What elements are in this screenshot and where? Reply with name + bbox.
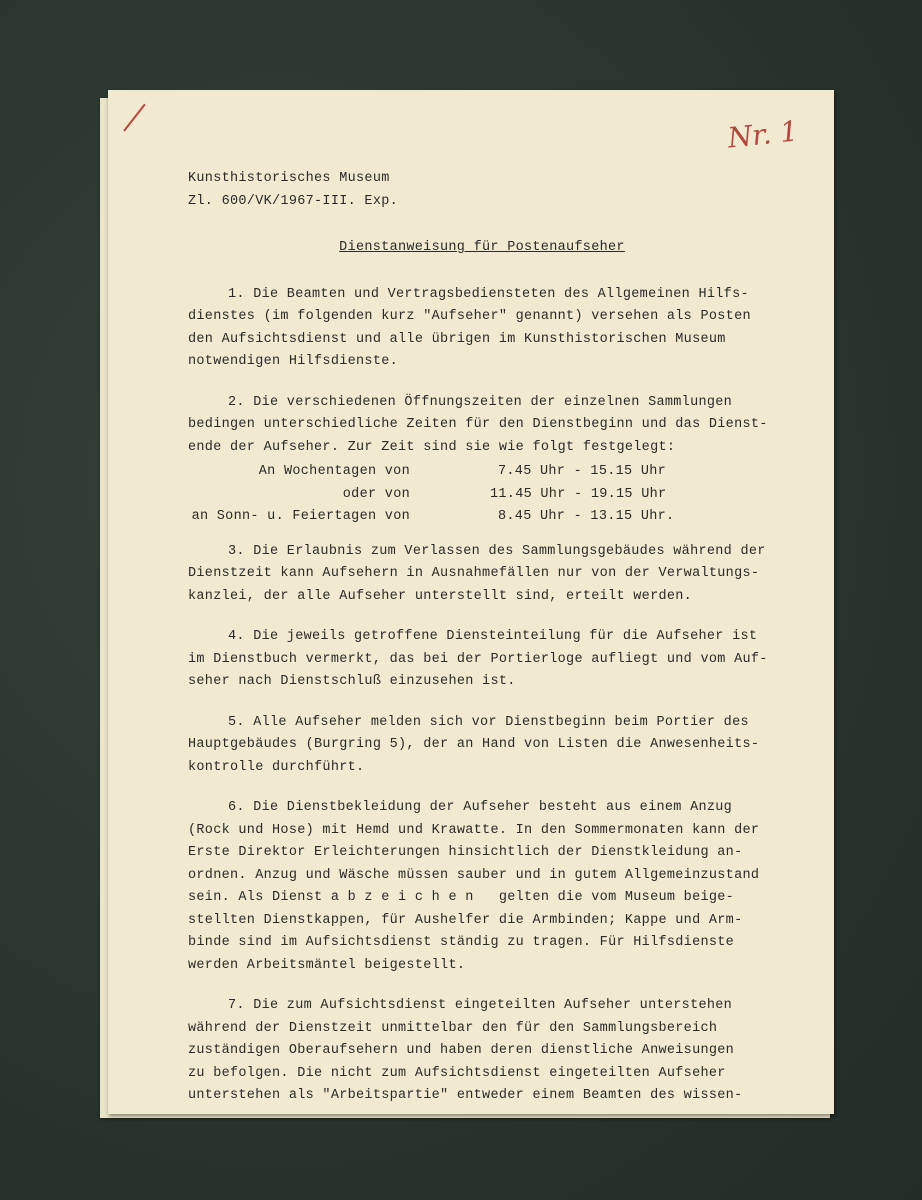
- document-body: [188, 168, 768, 1108]
- paragraph-4: [188, 626, 768, 694]
- paragraph-line: stellten Dienstkappen, für Aushelfer die Armbinden; Kappe und Arm-: [188, 912, 743, 928]
- paragraph-line: bedingen unterschiedliche Zeiten für den Dienstbeginn und das Dienst-: [188, 417, 768, 432]
- paragraph-line: unterstehen als "Arbeitspartie" entweder einem Beamten des wissen-: [188, 1088, 743, 1103]
- schedule-table: [188, 461, 748, 529]
- paragraph-line: Hauptgebäudes (Burgring 5), der an Hand von Listen die Anwesenheits-: [188, 737, 760, 752]
- paragraph-line: Dienstzeit kann Aufsehern in Ausnahmefällen nur von der Verwaltungs-: [188, 566, 760, 581]
- paragraph-line: ordnen. Anzug und Wäsche müssen sauber und in gutem Allgemeinzustand: [188, 867, 760, 883]
- schedule-label: An Wochentagen von: [258, 464, 410, 479]
- paragraph-3: [188, 541, 766, 609]
- paragraph-line: Erste Direktor Erleichterungen hinsichtlich der Dienstkleidung an-: [188, 845, 743, 860]
- paragraph-2: [188, 392, 768, 460]
- schedule-time: 11.45 Uhr - 19.15 Uhr: [490, 486, 667, 502]
- paragraph-line: den Aufsichtsdienst und alle übrigen im Kunsthistorischen Museum: [188, 331, 726, 347]
- reference-number: Zl. 600/VK/1967-III. Exp.: [188, 193, 399, 209]
- paragraph-line: kanzlei, der alle Aufseher unterstellt sind, erteilt werden.: [188, 588, 693, 604]
- institution-name: Kunsthistorisches Museum: [188, 171, 390, 186]
- paragraph-line: notwendigen Hilfsdienste.: [188, 354, 399, 369]
- paragraph-line: 4. Die jeweils getroffene Diensteinteilung für die Aufseher ist: [228, 629, 758, 644]
- paragraph-line: während der Dienstzeit unmittelbar den für den Sammlungsbereich: [188, 1020, 718, 1036]
- paragraph-5: [188, 712, 760, 780]
- paragraph-line: 7. Die zum Aufsichtsdienst eingeteilten Aufseher unterstehen: [228, 998, 733, 1013]
- paragraph-line: werden Arbeitsmäntel beigestellt.: [188, 957, 466, 973]
- paragraph-line: zuständigen Oberaufsehern und haben deren dienstliche Anweisungen: [188, 1043, 735, 1058]
- schedule-label: an Sonn- u. Feiertagen von: [191, 509, 410, 524]
- paragraph-line: dienstes (im folgenden kurz "Aufseher" genannt) versehen als Posten: [188, 309, 751, 324]
- paragraph-1: [188, 284, 751, 374]
- paragraph-line: (Rock und Hose) mit Hemd und Krawatte. In den Sommermonaten kann der: [188, 822, 760, 838]
- schedule-row: [188, 484, 748, 507]
- paragraph-line: sein. Als Dienst a b z e i c h e n gelten die vom Museum beige-: [188, 890, 735, 905]
- paragraph-line: im Dienstbuch vermerkt, das bei der Portierloge aufliegt und vom Auf-: [188, 651, 768, 667]
- schedule-label: oder von: [342, 486, 410, 502]
- paragraph-line: ende der Aufseher. Zur Zeit sind sie wie folgt festgelegt:: [188, 439, 676, 455]
- schedule-row: [188, 506, 748, 529]
- paragraph-6: [188, 797, 760, 977]
- paragraph-line: 2. Die verschiedenen Öffnungszeiten der einzelnen Sammlungen: [228, 394, 733, 410]
- paragraph-line: seher nach Dienstschluß einzusehen ist.: [188, 674, 516, 689]
- paragraph-line: 1. Die Beamten und Vertragsbediensteten des Allgemeinen Hilfs-: [228, 286, 749, 302]
- paragraph-line: 3. Die Erlaubnis zum Verlassen des Sammlungsgebäudes während der: [228, 543, 766, 559]
- schedule-time: 7.45 Uhr - 15.15 Uhr: [498, 464, 667, 479]
- paragraph-7: [188, 995, 748, 1108]
- schedule-row: [188, 461, 748, 484]
- paragraph-line: zu befolgen. Die nicht zum Aufsichtsdienst eingeteilten Aufseher: [188, 1065, 726, 1081]
- paragraph-line: kontrolle durchführt.: [188, 759, 365, 775]
- paragraph-line: binde sind im Aufsichtsdienst ständig zu tragen. Für Hilfsdienste: [188, 935, 735, 950]
- paragraph-line: 6. Die Dienstbekleidung der Aufseher besteht aus einem Anzug: [228, 800, 733, 815]
- schedule-time: 8.45 Uhr - 13.15 Uhr.: [498, 509, 675, 524]
- paragraph-line: 5. Alle Aufseher melden sich vor Dienstbeginn beim Portier des: [228, 714, 749, 730]
- handwritten-page-number: Nr. 1: [726, 114, 800, 155]
- document-title: Dienstanweisung für Postenaufseher: [339, 240, 625, 255]
